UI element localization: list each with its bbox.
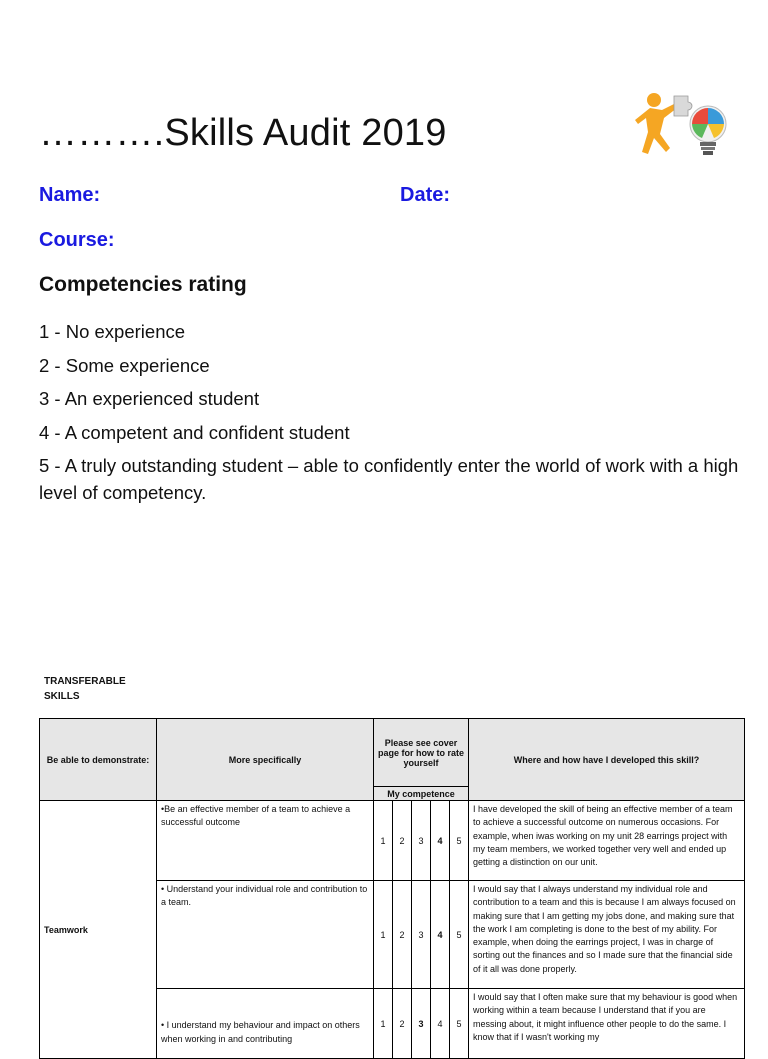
header-rate: Please see cover page for how to rate yourself <box>374 719 469 787</box>
rating-item: 1 - No experience <box>39 321 186 342</box>
rating-item: 4 - A competent and confident student <box>39 421 350 443</box>
puzzle-lightbulb-icon <box>630 90 730 174</box>
header-where: Where and how have I developed this skill? <box>469 719 745 801</box>
course-label: Course: <box>39 229 115 251</box>
competencies-heading: Competencies rating <box>39 273 247 296</box>
date-label: Date: <box>400 184 451 206</box>
name-label: Name: <box>39 184 101 206</box>
rating-5[interactable]: 5 <box>450 801 469 881</box>
rating-item: 2 - Some experience <box>39 354 210 376</box>
rating-3[interactable]: 3 <box>412 881 431 989</box>
rating-4-selected[interactable]: 4 <box>431 881 450 989</box>
rating-item: 3 - An experienced student <box>39 388 260 409</box>
header-specific: More specifically <box>157 719 374 801</box>
rating-2[interactable]: 2 <box>393 881 412 989</box>
page-title: ……….Skills Audit 2019 <box>39 112 447 154</box>
rating-4[interactable]: 4 <box>431 989 450 1059</box>
header-demonstrate: Be able to demonstrate: <box>40 719 157 801</box>
where-cell: I have developed the skill of being an effective member of a team to achieve a successful outcome on numerous occasions. For example, when iwas working on my unit 28 earrings project with my team members, we worked together very well and ended up getting a distinction on our unit. <box>469 801 745 881</box>
rating-item: 5 - A truly outstanding student – able to confidently enter the world of work with a high level of competency. <box>39 455 739 503</box>
rating-1[interactable]: 1 <box>374 989 393 1059</box>
section-label: TRANSFERABLE SKILLS <box>44 676 126 702</box>
rating-2[interactable]: 2 <box>393 989 412 1059</box>
where-cell: I would say that I always understand my individual role and contribution to a team and this is because I am always focused on making sure that I am getting my jobs done, and making sure that the work I am completing is done to the best of my ability. For example, when doing the earrings project, I was in charge of sorting out the finances and so I made sure that the financial side of it all was done properly. <box>469 881 745 989</box>
rating-1[interactable]: 1 <box>374 881 393 989</box>
specific-cell: •Be an effective member of a team to achieve a successful outcome <box>157 801 374 881</box>
specific-text: • I understand my behaviour and impact on others when working in and contributing <box>161 1020 360 1044</box>
rating-scale <box>39 318 739 513</box>
rating-5[interactable]: 5 <box>450 989 469 1059</box>
rating-3-selected[interactable]: 3 <box>412 989 431 1059</box>
rating-2[interactable]: 2 <box>393 801 412 881</box>
rating-1[interactable]: 1 <box>374 801 393 881</box>
rating-4-selected[interactable]: 4 <box>431 801 450 881</box>
rating-5[interactable]: 5 <box>450 881 469 989</box>
specific-cell: • Understand your individual role and contribution to a team. <box>157 881 374 989</box>
rating-3[interactable]: 3 <box>412 801 431 881</box>
skills-audit-table <box>39 718 745 1059</box>
skill-name: Teamwork <box>40 801 157 1059</box>
where-cell: I would say that I often make sure that my behaviour is good when working within a team because I understand that if you are messing about, it might influence other people to do the same. I know that if I wasn't working my <box>469 989 745 1059</box>
header-competence: My competence <box>374 787 469 801</box>
